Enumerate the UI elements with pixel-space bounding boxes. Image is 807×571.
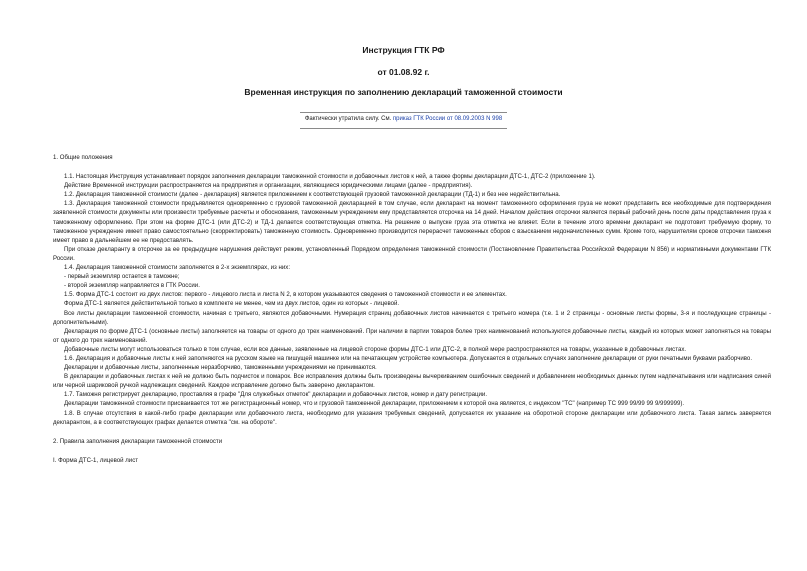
status-note — [0, 116, 807, 122]
note-rule-bottom — [300, 128, 507, 129]
document-body — [53, 153, 771, 465]
paragraph: 1.7. Таможня регистрирует декларацию, проставляя в графе "Для служебных отметок" декларации и добавочных листов, номер и дату регистрации. — [64, 391, 488, 399]
paragraph: Декларации и добавочные листы, заполненные неразборчиво, таможенными учреждениями не принимаются. — [64, 364, 377, 372]
status-note-text: Фактически утратила силу. См. — [304, 116, 392, 122]
paragraph: 1.5. Форма ДТС-1 состоит из двух листов: первого - лицевого листа и листа N 2, в котором указываются сведения о таможенной стоимости и ее элементах. — [64, 291, 507, 299]
document-subtitle: Временная инструкция по заполнению деклараций таможенной стоимости — [244, 87, 563, 97]
paragraph: Декларации таможенной стоимости присваивается тот же регистрационный номер, что и грузовой таможенной декларации, приложением к которой она является, с индексом "ТС" (например ТС 999 99/99 99 9/999999). — [64, 400, 685, 408]
paragraph: 1.4. Декларация таможенной стоимости заполняется в 2-х экземплярах, из них: — [64, 264, 291, 272]
document-title: Инструкция ГТК РФ — [362, 45, 445, 55]
list-item: - первый экземпляр остается в таможне; — [64, 273, 180, 281]
note-rule-top — [300, 112, 507, 113]
paragraph: 1.1. Настоящая Инструкция устанавливает порядок заполнения декларации таможенной стоимости и добавочных листов к ней, а также формы декларации ДТС-1, ДТС-2 (приложение 1). — [64, 173, 596, 181]
paragraph: Действие Временной инструкции распространяется на предприятия и организации, являющиеся юридическими лицами (далее - предприятия). — [64, 182, 473, 190]
list-item: - второй экземпляр направляется в ГТК России. — [64, 282, 200, 290]
paragraph: Все листы декларации таможенной стоимости, начиная с третьего, являются добавочными. Нумерация страниц добавочных листов начинается с третьего номера (т.е. 1 и 2 страницы - основные листы формы, 3-я и последующие страницы - дополнительными). — [53, 309, 771, 326]
subsection-heading: I. Форма ДТС-1, лицевой лист — [53, 456, 139, 464]
paragraph: При отказе декларанту в отсрочке за ее предыдущие нарушения действует режим, установленный Порядком определения таможенной стоимости (Постановление Правительства Российской Федерации N 856) и нормативными документами ГТК России. — [53, 245, 771, 262]
paragraph: Добавочные листы могут использоваться только в том случае, если все данные, заявленные на лицевой стороне формы ДТС-1 или ДТС-2, в полной мере распространяются на товары, указанные в добавочных листах. — [64, 345, 687, 353]
paragraph: 1.2. Декларация таможенной стоимости (далее - декларация) является приложением к соответствующей грузовой таможенной декларации (ТД-1) и без нее недействительна. — [64, 191, 561, 199]
section-heading: 2. Правила заполнения декларации таможенной стоимости — [53, 437, 223, 445]
order-link[interactable]: приказ ГТК России от 08.09.2003 N 998 — [392, 116, 503, 122]
section-heading: 1. Общие положения — [53, 154, 113, 161]
paragraph: Форма ДТС-1 является действительной только в комплекте не менее, чем из двух листов, один из которых - лицевой. — [64, 300, 400, 308]
document-date: от 01.08.92 г. — [377, 67, 430, 77]
paragraph: 1.3. Декларация таможенной стоимости предъявляется одновременно с грузовой таможенной декларацией в том случае, если декларант на момент таможенного оформления груза не может представить все необходимые для подтверждения заявленной стоимости документы или произвести требуемые расчеты и обоснования, таможенным учреждением ему представляется отсрочка на 14 дней. Началом действия отсрочки является первый рабочий день после даты представления груза к таможенному оформлению. При этом на форме ДТС-1 (или ДТС-2) и ТД-1 делается соответствующая отметка. На решение о выпуске груза эта отметка не влияет. Если в течение этого времени декларант не подготовит требуемую форму, то таможенное учреждение имеет право самостоятельно (скорректировать) таможенную стоимость. Одновременно производится перерасчет таможенных сборов с взысканием недоначисленных сумм. Кроме того, нарушителям сроков отсрочки таможня имеет право в дальнейшем ее не предоставлять. — [53, 200, 771, 244]
paragraph: 1.8. В случае отсутствия в какой-либо графе декларации или добавочного листа, необходимо для указания требуемых сведений, допускается их указание на оборотной стороне декларации или добавочного листа. Такая запись заверяется декларантом, а в соответствующих графах делается отметка "см. на обороте". — [53, 409, 771, 426]
paragraph: Декларация по форме ДТС-1 (основные листы) заполняется на товары от одного до трех наименований. При наличии в партии товаров более трех наименований используются добавочные листы, каждый из которых может заполняться на товары от одного до трех наименований. — [53, 327, 771, 344]
paragraph: 1.6. Декларация и добавочные листы к ней заполняются на русском языке на пишущей машинке или на печатающем устройстве компьютера. Допускается в отдельных случаях заполнение декларации от руки печатными буквами разборчиво. — [64, 354, 753, 362]
paragraph: В декларации и добавочных листах к ней не должно быть подчисток и помарок. Все исправления должны быть произведены вычеркиванием ошибочных сведений и добавлением необходимых данных путем надпечатывания или надписания синей или черной шариковой ручкой надлежащих сведений. Каждое исправление должно быть заверено декларантом. — [53, 373, 771, 390]
